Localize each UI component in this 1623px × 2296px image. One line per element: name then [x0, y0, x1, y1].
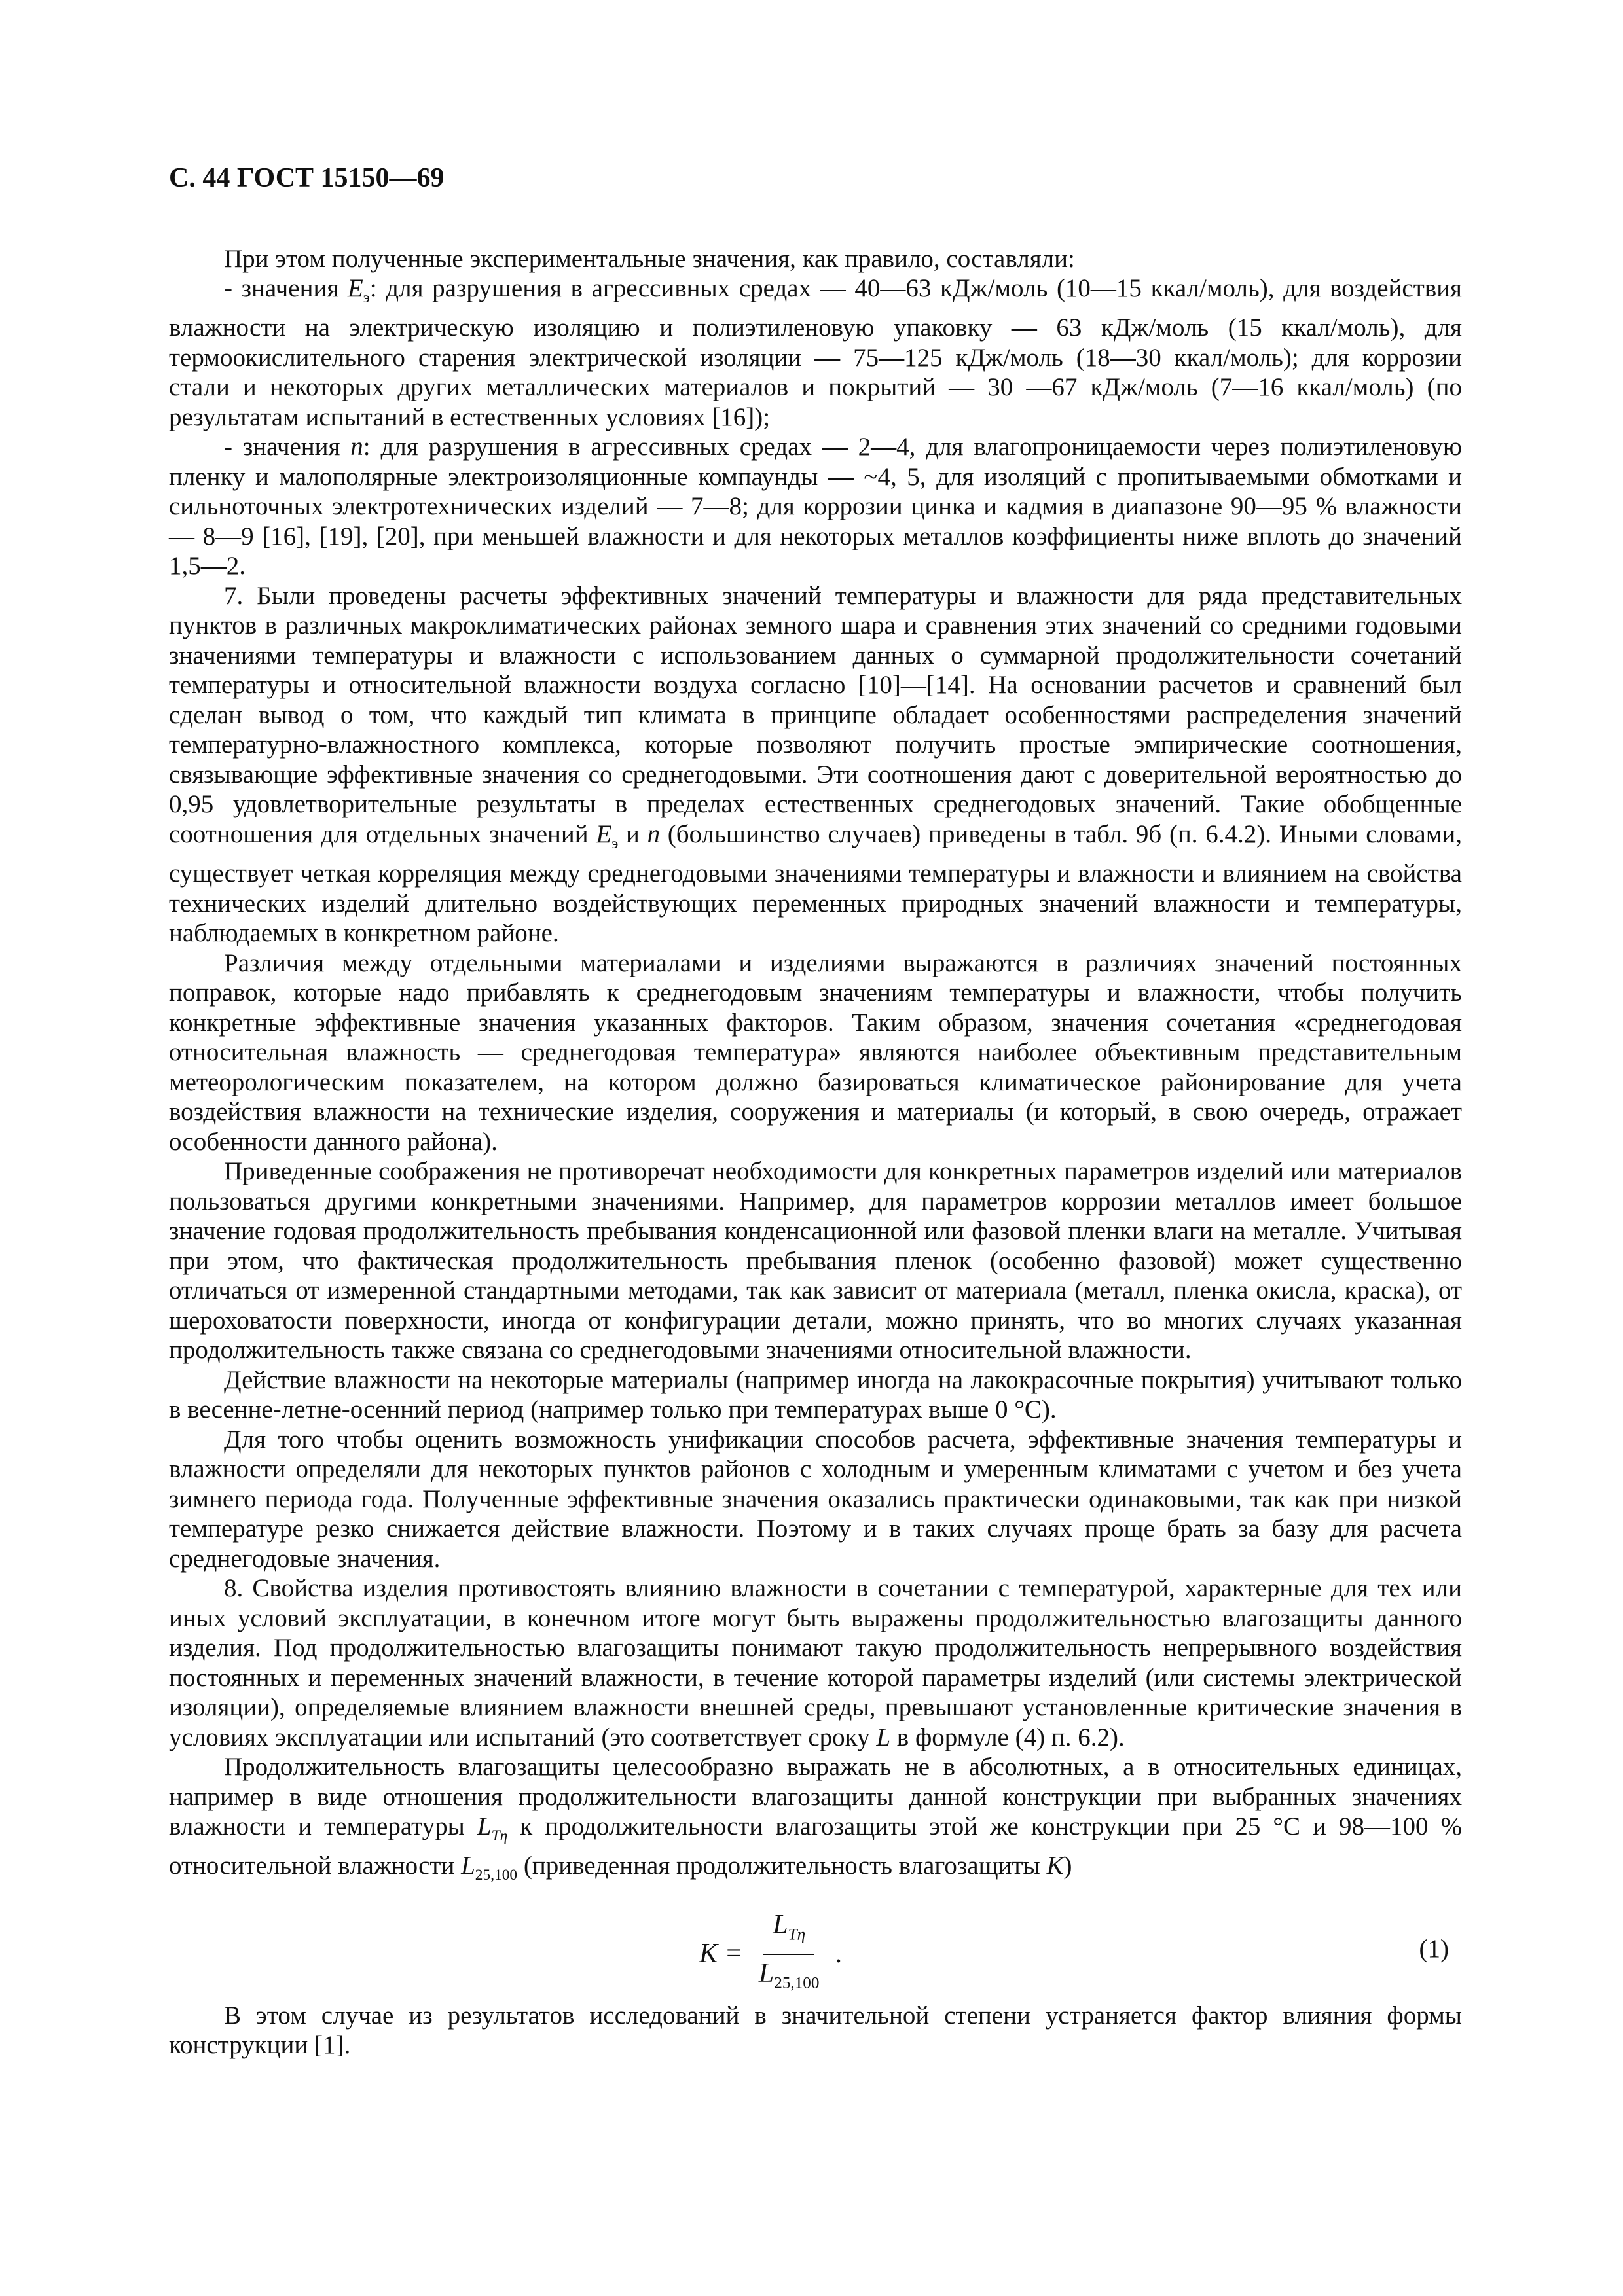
page-header: С. 44 ГОСТ 15150—69 [169, 163, 445, 193]
equation-number: (1) [1419, 1934, 1449, 1963]
paragraph: Различия между отдельными материалами и изделиями выражаются в различиях значений постоянных поправок, которые надо прибавлять к среднегодовым значениям температуры и влажности, чтобы получить конкретные эффективные значения указанных факторов. Таким образом, значения сочетания «среднегодовая относительная влажность — среднегодовая температура» являются наиболее объективным представительным метеорологическим показателем, на котором должно базироваться климатическое районирование для учета воздействия влажности на технические изделия, сооружения и материалы (и который, в свою очередь, отражает особенности данного района). [169, 948, 1462, 1156]
formula-lhs: K = [699, 1938, 743, 1969]
paragraph: Продолжительность влагозащиты целесообразно выражать не в абсолютных, а в относительных единицах, например в виде отношения продолжительности влагозащиты данной конструкции при выбранных значениях влажности и температуры $L_{T\eta}$ к продолжительности влагозащиты этой же конструкции при 25 °С и 98—100 % относительной влажности $L_{25,100}$ (приведенная продолжительность влагозащиты K) [169, 1753, 1463, 1884]
paragraph: Приведенные соображения не противоречат необходимости для конкретных параметров изделий или материалов пользоваться другими конкретными значениями. Например, для параметров коррозии металлов имеет большое значение годовая продолжительность пребывания конденсационной или фазовой пленки влаги на металле. Учитывая при этом, что фактическая продолжительность пребывания пленок (особенно фазовой) может существенно отличаться от измеренной стандартными методами, так как зависит от материала (металл, пленка окисла, краска), от шероховатости поверхности, иногда от конфигурации детали, можно принять, что во многих случаях указанная продолжительность также связана со среднегодовыми значениями относительной влажности. [169, 1157, 1462, 1365]
paragraph: 7. Были проведены расчеты эффективных значений температуры и влажности для ряда представительных пунктов в различных макроклиматических районах земного шара и сравнения этих значений со средними годовыми значениями температуры и влажности с использованием данных о суммарной продолжительности сочетаний температуры и относительной влажности воздуха согласно [10]—[14]. На основании расчетов и сравнений был сделан вывод о том, что каждый тип климата в принципе обладает особенностями распределения значений температурно-влажностного комплекса, которые позволяют получить простые эмпирические соотношения, связывающие эффективные значения со среднегодовыми. Эти соотношения дают с доверительной вероятностью до 0,95 удовлетворительные результаты в пределах естественных среднегодовых значений. Такие обобщенные соотношения для отдельных значений $E_э$ и n (большинство случаев) приведены в табл. 9б (п. 6.4.2). Иными словами, существует четкая корреляция между среднегодовыми значениями температуры и влажности и влиянием на свойства технических изделий длительно воздействующих переменных природных значений влажности и температуры, наблюдаемых в конкретном районе. [169, 581, 1463, 948]
document-page [169, 164, 1462, 2060]
paragraph: Для того чтобы оценить возможность унификации способов расчета, эффективные значения температуры и влажности определяли для некоторых пунктов районов с холодным и умеренным климатами с учетом и без учета зимнего периода года. Полученные эффективные значения оказались практически одинаковыми, так как при низкой температуре резко снижается действие влажности. Поэтому и в таких случаях проще брать за базу для расчета среднегодовые значения. [169, 1425, 1462, 1573]
formula-block [169, 1896, 1462, 1994]
paragraph: - значения n: для разрушения в агрессивных средах — 2—4, для влагопроницаемости через полиэтиленовую пленку и малополярные электроизоляционные компаунды — ~4, 5, для изоляций с пропитываемыми обмотками и сильноточных электротехнических изделий — 7—8; для коррозии цинка и кадмия в диапазоне 90—95 % влажности — 8—9 [16], [19], [20], при меньшей влажности и для некоторых металлов коэффициенты ниже вплоть до значений 1,5—2. [169, 433, 1462, 581]
paragraph: 8. Свойства изделия противостоять влиянию влажности в сочетании с температурой, характерные для тех или иных условий эксплуатации, в конечном итоге могут быть выражены продолжительностью влагозащиты данного изделия. Под продолжительностью влагозащиты понимают такую продолжительность непрерывного воздействия постоянных и переменных значений влажности, в течение которой параметры изделий (или системы электрической изоляции), определяемые влиянием влажности внешней среды, превышают установленные критические значения в условиях эксплуатации или испытаний (это соответствует сроку L в формуле (4) п. 6.2). [169, 1574, 1462, 1751]
formula-fraction [750, 1910, 829, 1998]
formula-numerator: $L_{T\eta}$ [763, 1910, 814, 1955]
paragraph: - значения $E_э$: для разрушения в агрессивных средах — 40—63 кДж/моль (10—15 ккал/моль), для воздействия влажности на электрическую изоляцию и полиэтиленовую упаковку — 63 кДж/моль (15 ккал/моль), для термоокислительного старения электрической изоляции — 75—125 кДж/моль (18—30 ккал/моль); для коррозии стали и некоторых других металлических материалов и покрытий — 30 —67 кДж/моль (7—16 ккал/моль) (по результатам испытаний в естественных условиях [16]); [169, 274, 1462, 431]
formula-trail: . [835, 1938, 842, 1969]
paragraph: При этом полученные экспериментальные значения, как правило, составляли: [224, 244, 1075, 273]
paragraph: В этом случае из результатов исследований в значительной степени устраняется фактор влияния формы конструкции [1]. [169, 2001, 1462, 2060]
formula-denominator: $L_{25,100}$ [758, 1958, 820, 1992]
paragraph: Действие влажности на некоторые материалы (например иногда на лакокрасочные покрытия) учитывают только в весенне-летне-осенний период (например только при температурах выше 0 °С). [169, 1365, 1462, 1424]
formula-expression [699, 1910, 842, 1998]
